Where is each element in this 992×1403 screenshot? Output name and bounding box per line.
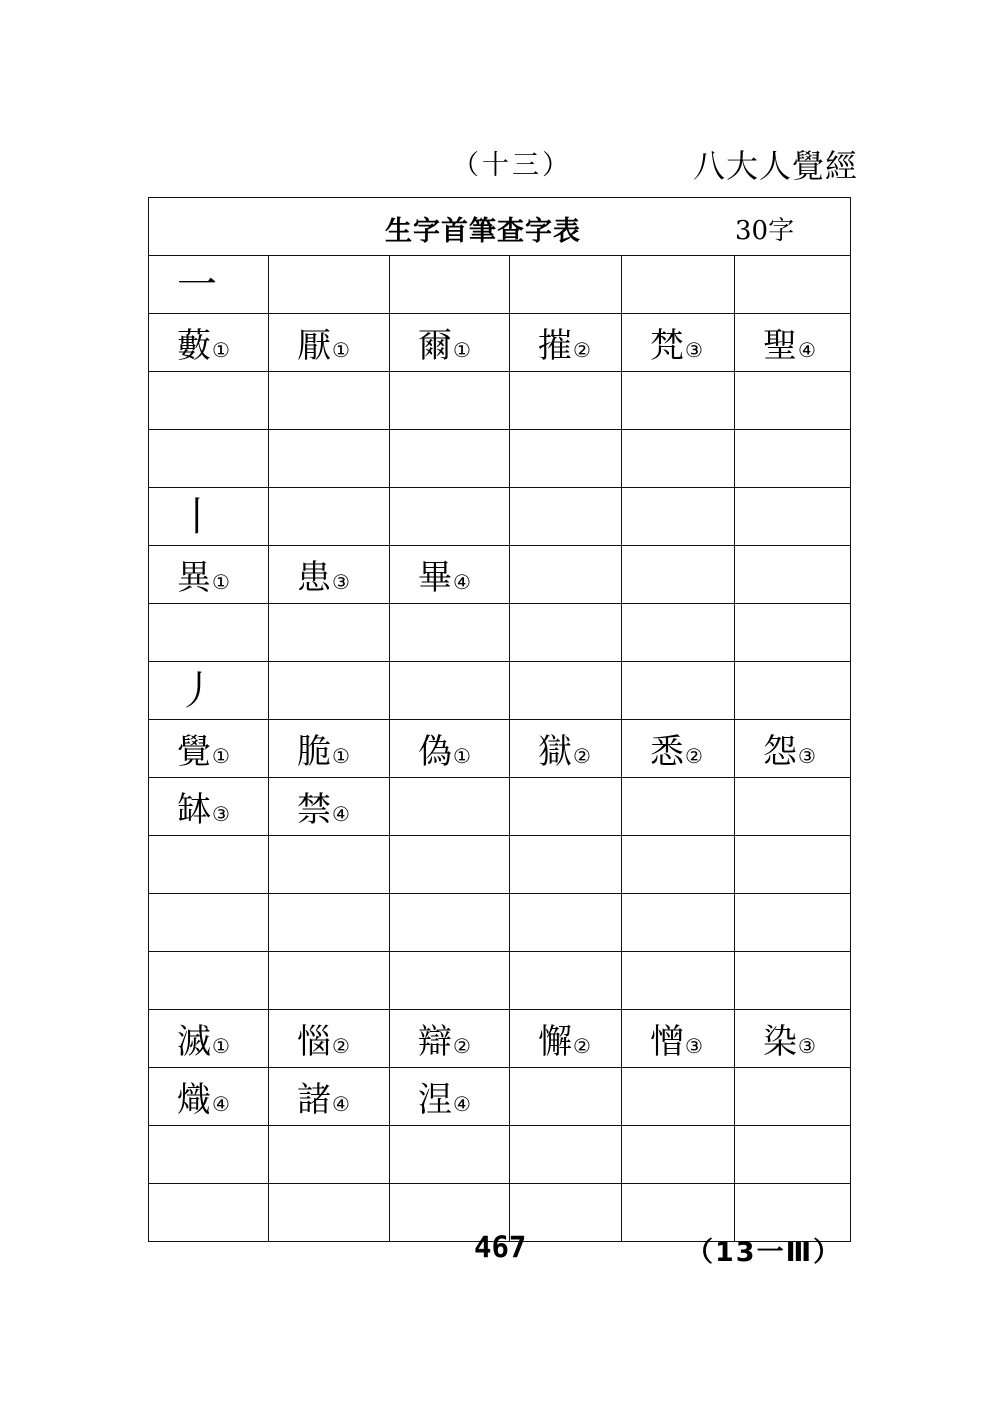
empty-cell	[622, 836, 735, 894]
character: 藪	[177, 326, 211, 366]
lesson-number: ③	[212, 802, 230, 826]
table-row	[149, 720, 851, 778]
empty-cell	[735, 1068, 851, 1126]
lesson-number: ④	[453, 1092, 471, 1116]
table-title-row	[149, 198, 851, 256]
character: 聖	[763, 326, 797, 366]
character: 怨	[763, 732, 797, 772]
empty-cell	[735, 778, 851, 836]
empty-cell	[622, 488, 735, 546]
character-cell	[622, 314, 735, 372]
empty-cell	[269, 952, 390, 1010]
character-count: 30字	[735, 216, 795, 246]
character: 涅	[418, 1080, 452, 1120]
character: 禁	[297, 790, 331, 830]
empty-cell	[390, 430, 510, 488]
empty-cell	[269, 488, 390, 546]
empty-cell	[735, 488, 851, 546]
stroke-header-row	[149, 256, 851, 314]
table-row	[149, 1126, 851, 1184]
character: 憎	[650, 1022, 684, 1062]
table-row	[149, 1068, 851, 1126]
empty-cell	[269, 372, 390, 430]
lesson-number: ③	[332, 570, 350, 594]
empty-cell	[390, 952, 510, 1010]
lesson-number: ①	[212, 570, 230, 594]
empty-cell	[735, 256, 851, 314]
character-cell	[390, 720, 510, 778]
empty-cell	[622, 1126, 735, 1184]
table-title-cell	[149, 198, 851, 256]
lesson-number: ①	[332, 744, 350, 768]
lesson-number: ②	[573, 1034, 591, 1058]
lesson-number: ②	[685, 744, 703, 768]
character: 畢	[418, 558, 452, 598]
character-lookup-table	[148, 197, 851, 1242]
empty-cell	[510, 836, 622, 894]
character: 熾	[177, 1080, 211, 1120]
empty-cell	[390, 836, 510, 894]
character-cell	[622, 1010, 735, 1068]
empty-cell	[622, 952, 735, 1010]
empty-cell	[735, 430, 851, 488]
empty-cell	[149, 430, 269, 488]
character: 摧	[538, 326, 572, 366]
lesson-number: ③	[685, 338, 703, 362]
empty-cell	[390, 894, 510, 952]
character-cell	[269, 314, 390, 372]
character-cell	[510, 314, 622, 372]
empty-cell	[269, 256, 390, 314]
lesson-number: ④	[453, 570, 471, 594]
stroke-header-row	[149, 662, 851, 720]
character: 缽	[177, 790, 211, 830]
empty-cell	[622, 372, 735, 430]
character-cell	[622, 720, 735, 778]
empty-cell	[510, 604, 622, 662]
empty-cell	[735, 836, 851, 894]
empty-cell	[149, 372, 269, 430]
table-row	[149, 314, 851, 372]
empty-cell	[622, 604, 735, 662]
empty-cell	[735, 952, 851, 1010]
character-cell	[390, 314, 510, 372]
stroke-header-row	[149, 488, 851, 546]
lesson-number: ③	[685, 1034, 703, 1058]
lesson-number: ③	[798, 1034, 816, 1058]
empty-cell	[390, 256, 510, 314]
empty-cell	[149, 894, 269, 952]
lesson-number: ④	[332, 1092, 350, 1116]
table-row	[149, 430, 851, 488]
character: 獄	[538, 732, 572, 772]
character: 脆	[297, 732, 331, 772]
table-row	[149, 778, 851, 836]
table-row	[149, 894, 851, 952]
lesson-number: ①	[453, 338, 471, 362]
table-row	[149, 372, 851, 430]
character: 辯	[418, 1022, 452, 1062]
lesson-number: ②	[453, 1034, 471, 1058]
character-cell	[149, 720, 269, 778]
empty-cell	[390, 488, 510, 546]
character-cell	[510, 1010, 622, 1068]
stroke-cell	[149, 952, 269, 1010]
character: 滅	[177, 1022, 211, 1062]
lesson-number: ①	[332, 338, 350, 362]
character: 覺	[177, 732, 211, 772]
character-cell	[269, 720, 390, 778]
empty-cell	[622, 662, 735, 720]
section-code: （13一Ⅲ）	[686, 1237, 843, 1268]
empty-cell	[622, 546, 735, 604]
empty-cell	[510, 894, 622, 952]
table-title: 生字首筆查字表	[385, 216, 581, 247]
empty-cell	[390, 604, 510, 662]
lesson-number: ①	[212, 744, 230, 768]
character-cell	[269, 778, 390, 836]
lesson-number: ①	[453, 744, 471, 768]
lesson-number: ④	[212, 1092, 230, 1116]
lesson-number: ④	[798, 338, 816, 362]
empty-cell	[269, 894, 390, 952]
lesson-number: ①	[212, 1034, 230, 1058]
empty-cell	[735, 372, 851, 430]
empty-cell	[149, 604, 269, 662]
empty-cell	[510, 546, 622, 604]
empty-cell	[269, 604, 390, 662]
lesson-number: ④	[332, 802, 350, 826]
stroke-cell	[149, 256, 269, 314]
character: 偽	[418, 732, 452, 772]
character: 異	[177, 558, 211, 598]
character: 厭	[297, 326, 331, 366]
empty-cell	[622, 1068, 735, 1126]
empty-cell	[269, 1126, 390, 1184]
first-stroke-label: 丨	[177, 493, 217, 540]
empty-cell	[149, 1126, 269, 1184]
first-stroke-label: 丿	[177, 667, 217, 714]
character-cell	[269, 1068, 390, 1126]
empty-cell	[622, 778, 735, 836]
empty-cell	[510, 1126, 622, 1184]
character: 染	[763, 1022, 797, 1062]
empty-cell	[510, 778, 622, 836]
stroke-header-row	[149, 952, 851, 1010]
empty-cell	[510, 372, 622, 430]
lesson-number: ③	[798, 744, 816, 768]
character-cell	[390, 1010, 510, 1068]
lesson-number: ①	[212, 338, 230, 362]
empty-cell	[735, 662, 851, 720]
lesson-number: ②	[573, 744, 591, 768]
character: 患	[297, 558, 331, 598]
table-row	[149, 1010, 851, 1068]
character: 懈	[538, 1022, 572, 1062]
character: 諸	[297, 1080, 331, 1120]
empty-cell	[735, 546, 851, 604]
character-cell	[510, 720, 622, 778]
empty-cell	[510, 256, 622, 314]
empty-cell	[390, 372, 510, 430]
character-cell	[390, 1068, 510, 1126]
empty-cell	[510, 430, 622, 488]
empty-cell	[735, 1126, 851, 1184]
empty-cell	[510, 1068, 622, 1126]
character-cell	[149, 1010, 269, 1068]
character: 爾	[418, 326, 452, 366]
table-row	[149, 546, 851, 604]
character-cell	[735, 1010, 851, 1068]
empty-cell	[622, 430, 735, 488]
character-cell	[735, 314, 851, 372]
empty-cell	[269, 662, 390, 720]
character-cell	[149, 778, 269, 836]
character-cell	[269, 1010, 390, 1068]
empty-cell	[390, 662, 510, 720]
empty-cell	[269, 836, 390, 894]
empty-cell	[269, 1184, 390, 1242]
empty-cell	[390, 778, 510, 836]
lesson-number: ②	[332, 1034, 350, 1058]
empty-cell	[622, 256, 735, 314]
character: 梵	[650, 326, 684, 366]
character-cell	[149, 1068, 269, 1126]
empty-cell	[510, 662, 622, 720]
empty-cell	[735, 894, 851, 952]
stroke-cell	[149, 488, 269, 546]
character-cell	[735, 720, 851, 778]
lesson-number: ②	[573, 338, 591, 362]
book-title: 八大人覺經	[693, 147, 859, 185]
character-cell	[149, 546, 269, 604]
table-row	[149, 604, 851, 662]
empty-cell	[149, 836, 269, 894]
stroke-cell	[149, 662, 269, 720]
character-cell	[269, 546, 390, 604]
character: 悉	[650, 732, 684, 772]
empty-cell	[149, 1184, 269, 1242]
empty-cell	[510, 488, 622, 546]
empty-cell	[390, 1126, 510, 1184]
empty-cell	[735, 604, 851, 662]
page-number: 467	[474, 1230, 527, 1264]
first-stroke-label: 一	[177, 261, 217, 308]
section-heading: （十三）	[452, 150, 572, 181]
table-row	[149, 836, 851, 894]
empty-cell	[622, 894, 735, 952]
character-cell	[149, 314, 269, 372]
character: 惱	[297, 1022, 331, 1062]
empty-cell	[269, 430, 390, 488]
character-cell	[390, 546, 510, 604]
empty-cell	[510, 952, 622, 1010]
